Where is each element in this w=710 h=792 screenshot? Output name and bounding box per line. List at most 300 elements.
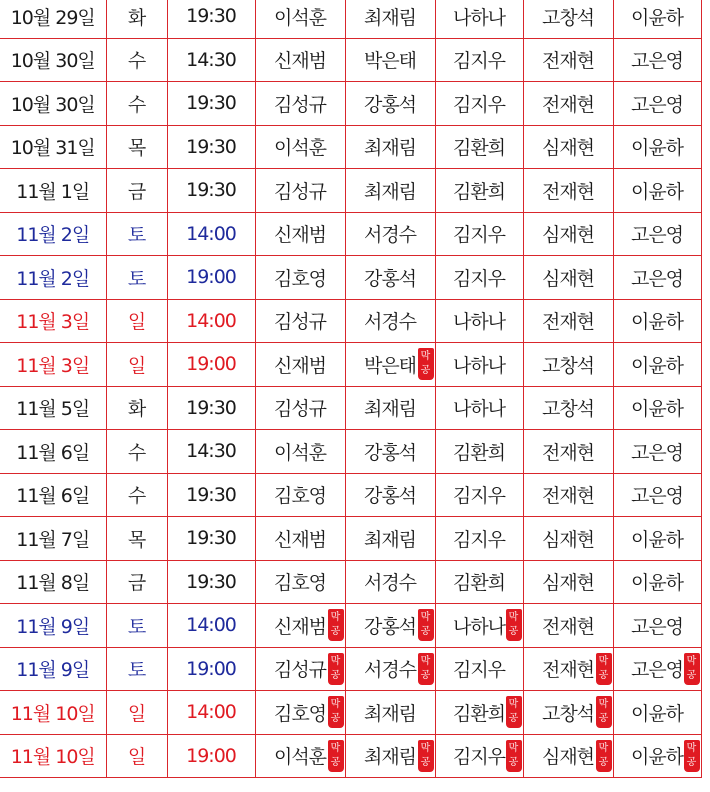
cast-cell xyxy=(523,0,613,38)
day-cell: 일 xyxy=(106,299,167,343)
cast-name: 김호영 xyxy=(273,702,327,725)
closing-performance-badge xyxy=(328,609,344,641)
date-cell: 11월 3일 xyxy=(0,343,106,387)
badge-text-top: 막 xyxy=(420,612,431,624)
cast-cell xyxy=(255,38,345,82)
cast-name: 심재현 xyxy=(541,572,595,595)
cast-cell xyxy=(345,517,435,561)
cast-cell xyxy=(613,0,701,38)
date-cell: 11월 8일 xyxy=(0,560,106,604)
badge-text-top: 막 xyxy=(686,655,697,667)
cast-cell xyxy=(613,169,701,213)
time-cell: 14:30 xyxy=(167,430,255,474)
cast-name: 나하나 xyxy=(452,354,506,377)
cast-cell xyxy=(613,473,701,517)
time-cell: 14:30 xyxy=(167,38,255,82)
cast-cell xyxy=(523,604,613,648)
date-cell: 11월 6일 xyxy=(0,430,106,474)
cast-cell xyxy=(523,560,613,604)
cast-name: 강홍석 xyxy=(363,441,417,464)
cast-cell xyxy=(435,386,523,430)
cast-cell xyxy=(523,256,613,300)
cast-cell xyxy=(523,517,613,561)
cast-name: 김지우 xyxy=(452,267,506,290)
cast-name: 최재림 xyxy=(363,528,417,551)
cast-name: 김환희 xyxy=(452,441,506,464)
cast-name: 전재현 xyxy=(541,50,595,73)
badge-text-top: 막 xyxy=(420,351,431,363)
badge-text-top: 막 xyxy=(686,742,697,754)
cast-name: 고은영 xyxy=(630,485,684,508)
cast-name: 전재현 xyxy=(541,311,595,334)
table-row xyxy=(0,604,701,648)
badge-text-bottom: 공 xyxy=(420,626,431,638)
cast-cell xyxy=(345,169,435,213)
cast-name: 고창석 xyxy=(541,702,595,725)
badge-text-top: 막 xyxy=(330,699,341,711)
table-row xyxy=(0,430,701,474)
table-row xyxy=(0,647,701,691)
cast-cell xyxy=(523,386,613,430)
badge-text-top: 막 xyxy=(508,742,519,754)
cast-cell xyxy=(613,38,701,82)
cast-name: 김지우 xyxy=(452,93,506,116)
cast-cell xyxy=(613,386,701,430)
badge-text-bottom: 공 xyxy=(598,669,609,681)
cast-name: 김호영 xyxy=(273,485,327,508)
cast-name: 나하나 xyxy=(452,398,506,421)
badge-text-top: 막 xyxy=(420,742,431,754)
closing-performance-badge xyxy=(418,653,434,685)
time-cell: 14:00 xyxy=(167,212,255,256)
cast-cell xyxy=(255,299,345,343)
cast-name: 김성규 xyxy=(273,180,327,203)
day-cell: 일 xyxy=(106,734,167,778)
cast-cell xyxy=(345,734,435,778)
date-cell: 11월 2일 xyxy=(0,212,106,256)
badge-text-top: 막 xyxy=(330,742,341,754)
cast-cell xyxy=(613,604,701,648)
cast-name: 서경수 xyxy=(363,224,417,247)
cast-name: 김지우 xyxy=(452,224,506,247)
date-cell: 11월 2일 xyxy=(0,256,106,300)
closing-performance-badge xyxy=(596,653,612,685)
badge-text-bottom: 공 xyxy=(598,756,609,768)
cast-cell xyxy=(613,430,701,474)
cast-name: 심재현 xyxy=(541,137,595,160)
cast-name: 박은태 xyxy=(363,50,417,73)
day-cell: 수 xyxy=(106,82,167,126)
date-cell: 11월 9일 xyxy=(0,647,106,691)
cast-name: 김성규 xyxy=(273,398,327,421)
cast-cell xyxy=(613,647,701,691)
badge-text-bottom: 공 xyxy=(330,713,341,725)
date-cell: 11월 9일 xyxy=(0,604,106,648)
table-row xyxy=(0,517,701,561)
cast-cell xyxy=(435,517,523,561)
cast-cell xyxy=(435,691,523,735)
cast-name: 최재림 xyxy=(363,137,417,160)
cast-cell xyxy=(255,517,345,561)
date-cell: 11월 5일 xyxy=(0,386,106,430)
cast-name: 최재림 xyxy=(363,398,417,421)
closing-performance-badge xyxy=(684,653,700,685)
cast-cell xyxy=(345,647,435,691)
time-cell: 19:30 xyxy=(167,125,255,169)
table-row xyxy=(0,473,701,517)
table-row xyxy=(0,299,701,343)
date-cell: 11월 7일 xyxy=(0,517,106,561)
badge-text-bottom: 공 xyxy=(420,756,431,768)
cast-cell xyxy=(613,256,701,300)
cast-name: 전재현 xyxy=(541,93,595,116)
cast-name: 나하나 xyxy=(452,6,506,29)
cast-name: 김지우 xyxy=(452,659,506,682)
closing-performance-badge xyxy=(328,740,344,772)
day-cell: 토 xyxy=(106,212,167,256)
cast-cell xyxy=(345,560,435,604)
cast-name: 고창석 xyxy=(541,354,595,377)
cast-name: 고은영 xyxy=(630,267,684,290)
day-cell: 화 xyxy=(106,0,167,38)
badge-text-bottom: 공 xyxy=(686,756,697,768)
date-cell: 10월 30일 xyxy=(0,82,106,126)
cast-cell xyxy=(523,430,613,474)
cast-cell xyxy=(255,343,345,387)
closing-performance-badge xyxy=(418,740,434,772)
cast-name: 고창석 xyxy=(541,6,595,29)
cast-cell xyxy=(523,343,613,387)
time-cell: 19:30 xyxy=(167,473,255,517)
badge-text-top: 막 xyxy=(330,655,341,667)
time-cell: 19:00 xyxy=(167,647,255,691)
closing-performance-badge xyxy=(328,696,344,728)
day-cell: 토 xyxy=(106,604,167,648)
time-cell: 19:00 xyxy=(167,734,255,778)
badge-text-bottom: 공 xyxy=(420,669,431,681)
cast-cell xyxy=(523,473,613,517)
cast-cell xyxy=(523,212,613,256)
cast-cell xyxy=(255,169,345,213)
cast-cell xyxy=(255,256,345,300)
cast-cell xyxy=(523,647,613,691)
cast-name: 신재범 xyxy=(273,224,327,247)
cast-cell xyxy=(613,517,701,561)
closing-performance-badge xyxy=(596,696,612,728)
cast-name: 김환희 xyxy=(452,702,506,725)
cast-cell xyxy=(345,82,435,126)
cast-name: 고은영 xyxy=(630,441,684,464)
cast-name: 김지우 xyxy=(452,50,506,73)
closing-performance-badge xyxy=(596,740,612,772)
time-cell: 19:30 xyxy=(167,386,255,430)
cast-cell xyxy=(255,430,345,474)
table-row xyxy=(0,212,701,256)
badge-text-top: 막 xyxy=(598,655,609,667)
day-cell: 목 xyxy=(106,125,167,169)
cast-cell xyxy=(435,0,523,38)
badge-text-top: 막 xyxy=(508,612,519,624)
cast-name: 최재림 xyxy=(363,746,417,769)
time-cell: 19:00 xyxy=(167,256,255,300)
cast-name: 이윤하 xyxy=(630,572,684,595)
cast-name: 전재현 xyxy=(541,615,595,638)
cast-name: 이윤하 xyxy=(630,702,684,725)
cast-name: 이윤하 xyxy=(630,746,684,769)
cast-name: 심재현 xyxy=(541,528,595,551)
day-cell: 일 xyxy=(106,343,167,387)
cast-name: 김호영 xyxy=(273,572,327,595)
table-row xyxy=(0,386,701,430)
table-row xyxy=(0,0,701,38)
cast-cell xyxy=(345,430,435,474)
cast-name: 고은영 xyxy=(630,224,684,247)
cast-cell xyxy=(255,691,345,735)
cast-name: 강홍석 xyxy=(363,485,417,508)
table-row xyxy=(0,169,701,213)
badge-text-bottom: 공 xyxy=(508,626,519,638)
closing-performance-badge xyxy=(506,696,522,728)
cast-name: 전재현 xyxy=(541,659,595,682)
cast-name: 이석훈 xyxy=(273,746,327,769)
date-cell: 10월 29일 xyxy=(0,0,106,38)
cast-cell xyxy=(345,38,435,82)
badge-text-bottom: 공 xyxy=(508,713,519,725)
cast-name: 전재현 xyxy=(541,485,595,508)
time-cell: 19:30 xyxy=(167,82,255,126)
cast-cell xyxy=(435,38,523,82)
cast-cell xyxy=(613,125,701,169)
cast-name: 전재현 xyxy=(541,441,595,464)
cast-cell xyxy=(345,0,435,38)
cast-cell xyxy=(255,125,345,169)
cast-cell xyxy=(435,604,523,648)
time-cell: 19:30 xyxy=(167,517,255,561)
cast-cell xyxy=(345,212,435,256)
cast-name: 이윤하 xyxy=(630,528,684,551)
time-cell: 14:00 xyxy=(167,691,255,735)
cast-cell xyxy=(613,82,701,126)
closing-performance-badge xyxy=(418,609,434,641)
cast-name: 심재현 xyxy=(541,267,595,290)
badge-text-top: 막 xyxy=(508,699,519,711)
cast-name: 서경수 xyxy=(363,572,417,595)
cast-cell xyxy=(345,691,435,735)
cast-name: 최재림 xyxy=(363,180,417,203)
cast-cell xyxy=(435,212,523,256)
cast-cell xyxy=(435,473,523,517)
cast-name: 심재현 xyxy=(541,224,595,247)
cast-cell xyxy=(435,560,523,604)
closing-performance-badge xyxy=(328,653,344,685)
cast-name: 신재범 xyxy=(273,528,327,551)
cast-cell xyxy=(613,560,701,604)
cast-cell xyxy=(345,604,435,648)
cast-cell xyxy=(255,212,345,256)
cast-name: 김성규 xyxy=(273,659,327,682)
cast-name: 김환희 xyxy=(452,180,506,203)
badge-text-top: 막 xyxy=(420,655,431,667)
date-cell: 11월 6일 xyxy=(0,473,106,517)
time-cell: 19:30 xyxy=(167,0,255,38)
table-row xyxy=(0,343,701,387)
date-cell: 10월 31일 xyxy=(0,125,106,169)
cast-cell xyxy=(345,299,435,343)
cast-cell xyxy=(435,734,523,778)
badge-text-top: 막 xyxy=(598,699,609,711)
day-cell: 수 xyxy=(106,38,167,82)
cast-cell xyxy=(523,125,613,169)
day-cell: 수 xyxy=(106,430,167,474)
date-cell: 10월 30일 xyxy=(0,38,106,82)
cast-name: 김성규 xyxy=(273,311,327,334)
cast-name: 김지우 xyxy=(452,528,506,551)
badge-text-bottom: 공 xyxy=(420,365,431,377)
day-cell: 금 xyxy=(106,560,167,604)
cast-name: 고은영 xyxy=(630,93,684,116)
cast-cell xyxy=(345,125,435,169)
table-row xyxy=(0,125,701,169)
cast-name: 이윤하 xyxy=(630,6,684,29)
cast-name: 강홍석 xyxy=(363,267,417,290)
time-cell: 19:30 xyxy=(167,560,255,604)
cast-cell xyxy=(255,604,345,648)
badge-text-bottom: 공 xyxy=(330,626,341,638)
closing-performance-badge xyxy=(506,609,522,641)
cast-cell xyxy=(435,343,523,387)
cast-cell xyxy=(613,299,701,343)
cast-cell xyxy=(435,125,523,169)
cast-name: 심재현 xyxy=(541,746,595,769)
cast-name: 이석훈 xyxy=(273,6,327,29)
cast-name: 최재림 xyxy=(363,702,417,725)
cast-cell xyxy=(435,299,523,343)
cast-name: 강홍석 xyxy=(363,615,417,638)
cast-cell xyxy=(613,691,701,735)
cast-cell xyxy=(345,386,435,430)
cast-cell xyxy=(255,734,345,778)
cast-name: 최재림 xyxy=(363,6,417,29)
cast-name: 김지우 xyxy=(452,485,506,508)
cast-name: 김환희 xyxy=(452,572,506,595)
day-cell: 화 xyxy=(106,386,167,430)
badge-text-top: 막 xyxy=(598,742,609,754)
cast-name: 신재범 xyxy=(273,354,327,377)
day-cell: 금 xyxy=(106,169,167,213)
cast-name: 전재현 xyxy=(541,180,595,203)
time-cell: 19:00 xyxy=(167,343,255,387)
cast-name: 서경수 xyxy=(363,311,417,334)
badge-text-bottom: 공 xyxy=(598,713,609,725)
table-row xyxy=(0,691,701,735)
closing-performance-badge xyxy=(684,740,700,772)
cast-name: 이석훈 xyxy=(273,441,327,464)
cast-cell xyxy=(435,169,523,213)
table-row xyxy=(0,256,701,300)
cast-name: 고은영 xyxy=(630,615,684,638)
badge-text-bottom: 공 xyxy=(508,756,519,768)
cast-cell xyxy=(255,82,345,126)
cast-cell xyxy=(255,647,345,691)
day-cell: 수 xyxy=(106,473,167,517)
cast-cell xyxy=(345,473,435,517)
date-cell: 11월 1일 xyxy=(0,169,106,213)
cast-cell xyxy=(613,343,701,387)
badge-text-bottom: 공 xyxy=(330,756,341,768)
cast-cell xyxy=(523,299,613,343)
cast-cell xyxy=(523,169,613,213)
cast-name: 이석훈 xyxy=(273,137,327,160)
date-cell: 11월 3일 xyxy=(0,299,106,343)
cast-cell xyxy=(345,343,435,387)
date-cell: 11월 10일 xyxy=(0,691,106,735)
cast-name: 강홍석 xyxy=(363,93,417,116)
cast-name: 이윤하 xyxy=(630,354,684,377)
time-cell: 14:00 xyxy=(167,604,255,648)
cast-cell xyxy=(523,691,613,735)
cast-name: 나하나 xyxy=(452,311,506,334)
cast-cell xyxy=(435,430,523,474)
cast-cell xyxy=(435,256,523,300)
cast-name: 고은영 xyxy=(630,659,684,682)
closing-performance-badge xyxy=(418,348,434,380)
cast-cell xyxy=(255,0,345,38)
cast-cell xyxy=(435,82,523,126)
cast-name: 고창석 xyxy=(541,398,595,421)
cast-name: 서경수 xyxy=(363,659,417,682)
cast-name: 이윤하 xyxy=(630,311,684,334)
cast-name: 김환희 xyxy=(452,137,506,160)
cast-cell xyxy=(613,734,701,778)
date-cell: 11월 10일 xyxy=(0,734,106,778)
cast-name: 김지우 xyxy=(452,746,506,769)
day-cell: 토 xyxy=(106,256,167,300)
cast-name: 고은영 xyxy=(630,50,684,73)
cast-cell xyxy=(255,560,345,604)
cast-name: 김호영 xyxy=(273,267,327,290)
cast-name: 김성규 xyxy=(273,93,327,116)
day-cell: 토 xyxy=(106,647,167,691)
cast-name: 나하나 xyxy=(452,615,506,638)
cast-cell xyxy=(255,386,345,430)
cast-name: 박은태 xyxy=(363,354,417,377)
day-cell: 목 xyxy=(106,517,167,561)
closing-performance-badge xyxy=(506,740,522,772)
table-row xyxy=(0,734,701,778)
cast-cell xyxy=(523,38,613,82)
badge-text-top: 막 xyxy=(330,612,341,624)
time-cell: 19:30 xyxy=(167,169,255,213)
time-cell: 14:00 xyxy=(167,299,255,343)
cast-cell xyxy=(523,734,613,778)
table-row xyxy=(0,38,701,82)
cast-cell xyxy=(613,212,701,256)
cast-name: 이윤하 xyxy=(630,180,684,203)
cast-cell xyxy=(345,256,435,300)
cast-cell xyxy=(523,82,613,126)
table-row xyxy=(0,560,701,604)
badge-text-bottom: 공 xyxy=(330,669,341,681)
day-cell: 일 xyxy=(106,691,167,735)
cast-name: 이윤하 xyxy=(630,398,684,421)
cast-name: 신재범 xyxy=(273,50,327,73)
badge-text-bottom: 공 xyxy=(686,669,697,681)
cast-cell xyxy=(435,647,523,691)
cast-name: 이윤하 xyxy=(630,137,684,160)
cast-cell xyxy=(255,473,345,517)
cast-name: 신재범 xyxy=(273,615,327,638)
table-row xyxy=(0,82,701,126)
